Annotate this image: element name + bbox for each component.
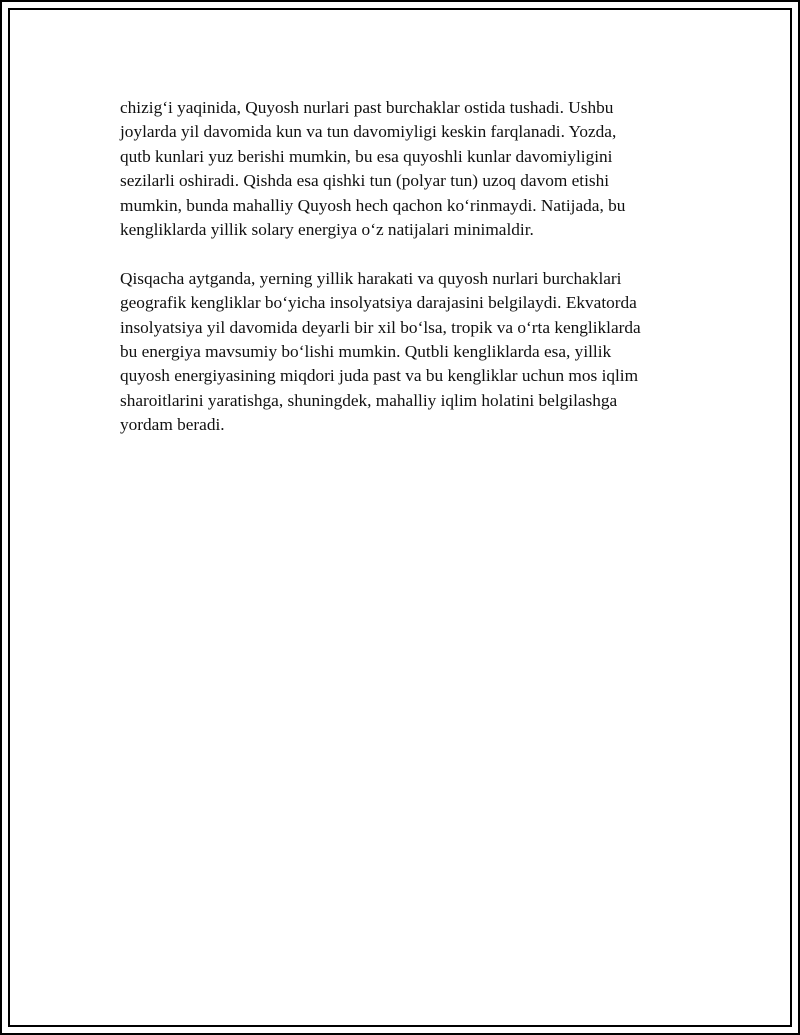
text-line: quyosh energiyasining miqdori juda past va bu kengliklar uchun mos iqlim bbox=[120, 366, 639, 386]
paragraph-2 bbox=[120, 267, 700, 438]
text-line: kengliklarda yillik solary energiya o‘z natijalari minimaldir. bbox=[120, 220, 534, 240]
text-line: chizig‘i yaqinida, Quyosh nurlari past burchaklar ostida tushadi. Ushbu bbox=[120, 98, 614, 117]
text-line: yordam beradi. bbox=[120, 415, 225, 435]
paragraph-1 bbox=[120, 96, 700, 242]
document-body bbox=[120, 96, 700, 462]
text-line: insolyatsiya yil davomida deyarli bir xil bo‘lsa, tropik va o‘rta kengliklarda bbox=[120, 317, 641, 337]
text-line: mumkin, bunda mahalliy Quyosh hech qachon ko‘rinmaydi. Natijada, bu bbox=[120, 195, 626, 215]
text-line: geografik kengliklar bo‘yicha insolyatsiya darajasini belgilaydi. Ekvatorda bbox=[120, 293, 637, 313]
text-line: Qisqacha aytganda, yerning yillik harakati va quyosh nurlari burchaklari bbox=[120, 268, 622, 288]
text-line: qutb kunlari yuz berishi mumkin, bu esa quyoshli kunlar davomiyligini bbox=[120, 146, 613, 166]
text-line: bu energiya mavsumiy bo‘lishi mumkin. Qutbli kengliklarda esa, yillik bbox=[120, 342, 612, 362]
text-line: sezilarli oshiradi. Qishda esa qishki tun (polyar tun) uzoq davom etishi bbox=[120, 171, 610, 191]
text-line: joylarda yil davomida kun va tun davomiyligi keskin farqlanadi. Yozda, bbox=[120, 122, 617, 142]
text-line: sharoitlarini yaratishga, shuningdek, mahalliy iqlim holatini belgilashga bbox=[120, 390, 618, 410]
